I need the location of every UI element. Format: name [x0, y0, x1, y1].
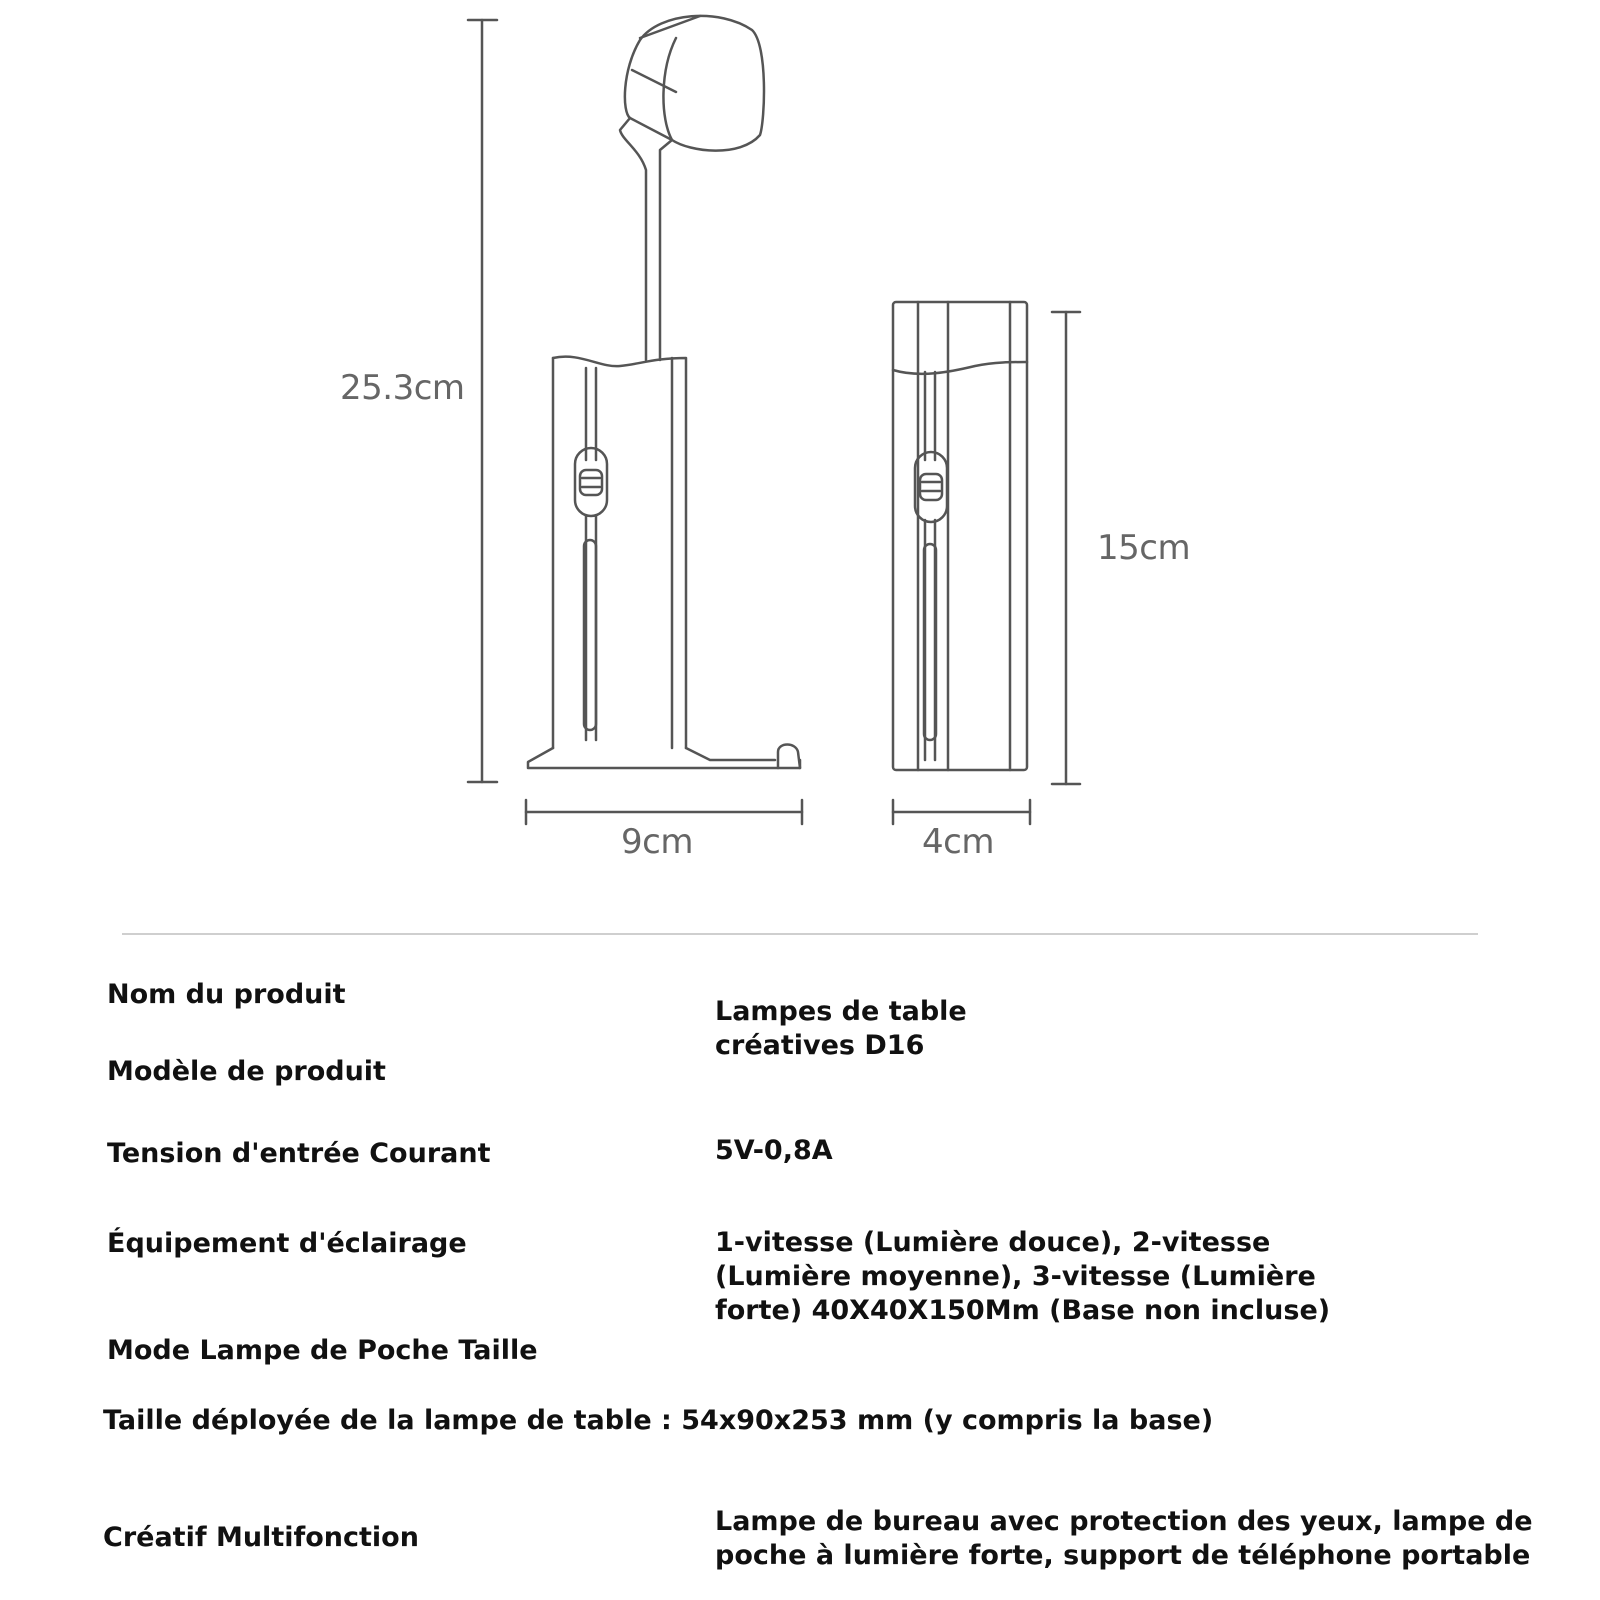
height-deployed-label: 25.3cm: [340, 368, 465, 408]
folded-lamp-drawing: [893, 302, 1027, 770]
spec-value-tension: 5V-0,8A: [715, 1135, 833, 1166]
spec-label-modele: Modèle de produit: [107, 1056, 386, 1087]
base-width-dimension-line: [526, 800, 802, 824]
body-width-label: 4cm: [922, 822, 994, 862]
base-width-label: 9cm: [621, 822, 693, 862]
folded-height-dimension-line: [1052, 312, 1080, 784]
spec-label-poche: Mode Lampe de Poche Taille: [107, 1335, 538, 1366]
spec-value-eclairage: 1-vitesse (Lumière douce), 2-vitesse (Lumière moyenne), 3-vitesse (Lumière forte) 40X40X150Mm (Base non incluse): [715, 1227, 1331, 1326]
body-width-dimension-line: [893, 800, 1030, 824]
spec-value-nom: Lampes de table créatives D16: [715, 996, 967, 1061]
spec-label-nom: Nom du produit: [107, 979, 346, 1010]
spec-value-creatif: Lampe de bureau avec protection des yeux, lampe de poche à lumière forte, support de téléphone portable: [715, 1506, 1533, 1571]
section-divider: [122, 933, 1478, 935]
height-dimension-line: [468, 20, 497, 782]
spec-label-eclairage: Équipement d'éclairage: [107, 1228, 467, 1259]
height-folded-label: 15cm: [1097, 528, 1191, 568]
spec-label-creatif: Créatif Multifonction: [103, 1522, 419, 1553]
spec-taille-line: Taille déployée de la lampe de table : 54x90x253 mm (y compris la base): [103, 1405, 1214, 1436]
deployed-lamp-drawing: [528, 16, 800, 768]
spec-label-tension: Tension d'entrée Courant: [107, 1138, 491, 1169]
